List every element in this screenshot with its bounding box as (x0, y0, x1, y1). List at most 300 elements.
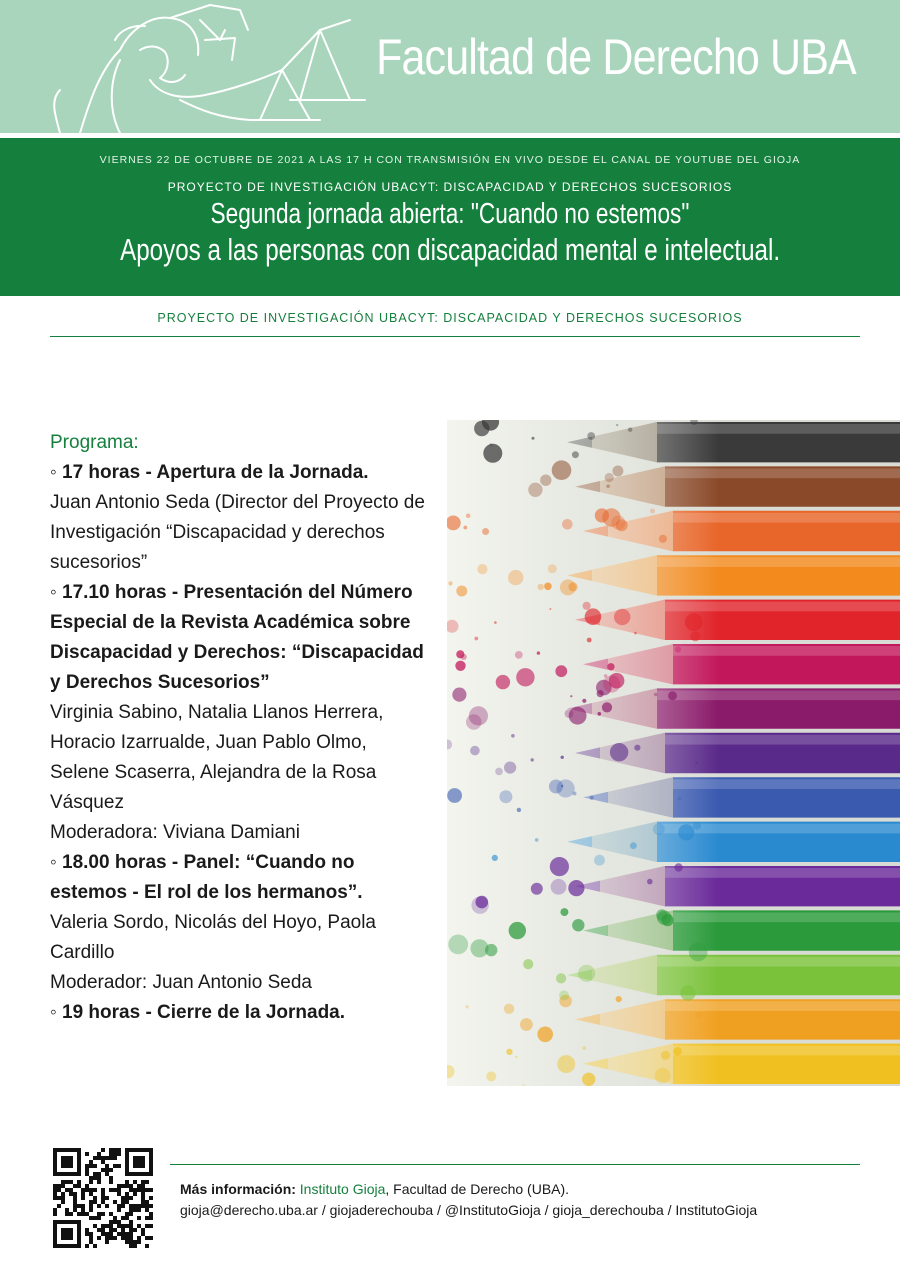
qr-module (129, 1188, 133, 1192)
paint-splash (494, 621, 497, 624)
paint-splash (693, 822, 701, 830)
qr-module (129, 1212, 133, 1216)
qr-module (101, 1228, 105, 1232)
paint-splash (535, 838, 539, 842)
paint-splash (675, 646, 681, 652)
paint-splash (504, 1004, 514, 1014)
qr-module (129, 1220, 133, 1224)
paint-splash (559, 990, 569, 1000)
program-item-presentation: ◦ 17.10 horas - Presentación del Número Especial de la Revista Académica sobre Discapacidad y Derechos: “Discapacidad y Derechos Sucesorios” (50, 582, 424, 693)
paint-splash (616, 424, 618, 426)
qr-module (129, 1240, 133, 1244)
paint-splash (696, 1012, 702, 1018)
qr-module (125, 1212, 129, 1216)
qr-module (101, 1148, 105, 1152)
paint-splash (587, 638, 592, 643)
qr-module (93, 1216, 97, 1220)
qr-module (109, 1176, 113, 1180)
headline-title (0, 198, 900, 231)
qr-module (137, 1204, 141, 1208)
qr-module (145, 1224, 149, 1228)
qr-module (109, 1156, 113, 1160)
qr-module (149, 1212, 153, 1216)
paint-splash (605, 473, 614, 482)
paint-splash (463, 526, 467, 530)
qr-module (77, 1184, 81, 1188)
colored-pencils-image (447, 420, 900, 1086)
paint-splash (582, 1073, 595, 1086)
paint-splash (557, 779, 575, 797)
qr-module (65, 1208, 69, 1212)
qr-module (129, 1244, 133, 1248)
paint-splash (474, 421, 489, 436)
paint-splash (661, 1051, 670, 1060)
qr-module (73, 1184, 77, 1188)
qr-module (53, 1184, 57, 1188)
paint-splash (590, 796, 594, 800)
qr-module (109, 1152, 113, 1156)
qr-module (101, 1212, 105, 1216)
paint-splash (690, 632, 700, 642)
qr-module (89, 1188, 93, 1192)
qr-module (145, 1180, 149, 1184)
qr-module (145, 1208, 149, 1212)
qr-module (141, 1200, 145, 1204)
paint-splash (585, 608, 602, 625)
program-item-panel-speakers: Valeria Sordo, Nicolás del Hoyo, Paola Cardillo (50, 912, 376, 963)
qr-module (89, 1240, 93, 1244)
qr-module (101, 1200, 105, 1204)
qr-module (65, 1188, 69, 1192)
qr-module (85, 1244, 89, 1248)
paint-splash (612, 466, 623, 477)
paint-splash (630, 842, 637, 849)
qr-module (117, 1220, 121, 1224)
qr-module (89, 1200, 93, 1204)
qr-module (97, 1204, 101, 1208)
qr-module (101, 1196, 105, 1200)
paint-splash (647, 879, 653, 885)
qr-module (113, 1220, 117, 1224)
qr-module (61, 1196, 65, 1200)
qr-module (85, 1232, 89, 1236)
qr-module (61, 1184, 65, 1188)
paint-splash (489, 443, 492, 446)
event-banner (0, 138, 900, 296)
paint-splash (504, 762, 516, 774)
paint-splash (482, 528, 489, 535)
paint-splash (685, 613, 703, 631)
qr-module (57, 1204, 61, 1208)
faculty-text: , Facultad de Derecho (UBA). (385, 1181, 570, 1197)
qr-module (109, 1168, 113, 1172)
qr-module (89, 1192, 93, 1196)
paint-splash (628, 428, 632, 432)
qr-module (65, 1180, 69, 1184)
paint-splash (582, 699, 586, 703)
paint-splash (561, 785, 563, 787)
qr-module (129, 1232, 133, 1236)
qr-module (89, 1208, 93, 1212)
paint-splash (674, 863, 682, 871)
qr-module (105, 1168, 109, 1172)
qr-module (129, 1224, 133, 1228)
qr-module (121, 1196, 125, 1200)
paint-splash (448, 581, 452, 585)
qr-module (117, 1184, 121, 1188)
paint-splash (515, 1056, 517, 1058)
program-item-opening-detail: Juan Antonio Seda (Director del Proyecto de Investigación “Discapacidad y derechos sucesorios” (50, 492, 425, 573)
qr-module (149, 1216, 153, 1220)
qr-module (101, 1168, 105, 1172)
qr-module (113, 1200, 117, 1204)
paint-splash (668, 691, 677, 700)
qr-module (137, 1184, 141, 1188)
paint-splash (496, 675, 510, 689)
qr-module (93, 1200, 97, 1204)
paint-splash (474, 637, 478, 641)
qr-module (109, 1232, 113, 1236)
qr-module (133, 1188, 137, 1192)
qr-module (53, 1196, 57, 1200)
paint-splash (523, 959, 533, 969)
qr-module (97, 1180, 101, 1184)
paint-splash (598, 712, 602, 716)
qr-module (105, 1164, 109, 1168)
paint-splash (653, 823, 665, 835)
qr-module (121, 1236, 125, 1240)
paint-splash (485, 944, 497, 956)
paint-splash (465, 1005, 468, 1008)
paint-splash (565, 709, 574, 718)
more-info-line (180, 1179, 757, 1200)
paint-splash (603, 675, 620, 692)
qr-module (89, 1180, 93, 1184)
paint-splash (654, 693, 658, 697)
qr-module (101, 1156, 105, 1160)
qr-module (81, 1192, 85, 1196)
qr-module (93, 1244, 97, 1248)
paint-splash (562, 519, 573, 530)
paint-splash (470, 746, 480, 756)
paint-splash (557, 1055, 575, 1073)
qr-module (85, 1164, 89, 1168)
paint-splash (606, 484, 610, 488)
qr-module (121, 1232, 125, 1236)
paint-splash (602, 508, 620, 526)
qr-module (85, 1188, 89, 1192)
paint-splash (610, 743, 628, 761)
qr-module (97, 1228, 101, 1232)
qr-module (81, 1212, 85, 1216)
paint-splash (466, 714, 482, 730)
qr-module (73, 1204, 77, 1208)
paint-splash (506, 1049, 512, 1055)
project-line: PROYECTO DE INVESTIGACIÓN UBACYT: DISCAPACIDAD Y DERECHOS SUCESORIOS (167, 180, 733, 194)
qr-module (109, 1180, 113, 1184)
headline-subtitle-text: Apoyos a las personas con discapacidad mental e intelectual. (119, 232, 780, 267)
qr-module (133, 1180, 137, 1184)
qr-module (117, 1148, 121, 1152)
qr-module (117, 1224, 121, 1228)
qr-module (73, 1208, 77, 1212)
qr-module (149, 1224, 153, 1228)
paint-splash (499, 790, 512, 803)
qr-module (133, 1228, 137, 1232)
qr-module (101, 1192, 105, 1196)
qr-module (121, 1224, 125, 1228)
paint-splash (555, 665, 567, 677)
qr-module (85, 1172, 89, 1176)
paint-splash (508, 570, 523, 585)
paint-splash (550, 857, 569, 876)
qr-module (133, 1192, 137, 1196)
qr-module (133, 1244, 137, 1248)
qr-module (125, 1180, 129, 1184)
paint-splash (516, 668, 534, 686)
divider-bottom (170, 1164, 860, 1165)
paint-splash (483, 444, 502, 463)
paint-splash (531, 758, 534, 761)
qr-module (97, 1212, 101, 1216)
paint-splash (570, 695, 572, 697)
qr-finder-core (133, 1156, 145, 1168)
qr-module (133, 1204, 137, 1208)
paint-splash (456, 586, 467, 597)
program-item-panel: ◦ 18.00 horas - Panel: “Cuando no estemos - El rol de los hermanos”. (50, 852, 363, 903)
program-item-presentation-speakers: Virginia Sabino, Natalia Llanos Herrera, Horacio Izarrualde, Juan Pablo Olmo, Selene Scaserra, Alejandra de la Rosa Vásquez (50, 702, 384, 813)
divider-top (50, 336, 860, 337)
qr-module (125, 1216, 129, 1220)
qr-module (93, 1176, 97, 1180)
qr-module (145, 1216, 149, 1220)
paint-splash (607, 663, 614, 670)
qr-module (77, 1204, 81, 1208)
paint-splash (528, 483, 542, 497)
program-heading: Programa: (50, 432, 139, 453)
qr-module (81, 1196, 85, 1200)
qr-module (113, 1228, 117, 1232)
qr-module (57, 1184, 61, 1188)
qr-module (81, 1204, 85, 1208)
qr-module (97, 1236, 101, 1240)
qr-module (105, 1240, 109, 1244)
qr-module (101, 1160, 105, 1164)
program-item-presentation-moderator: Moderadora: Viviana Damiani (50, 822, 300, 843)
qr-module (109, 1236, 113, 1240)
qr-module (53, 1212, 57, 1216)
qr-module (113, 1152, 117, 1156)
qr-module (53, 1188, 57, 1192)
paint-splash (634, 632, 637, 635)
paint-splash (602, 702, 612, 712)
qr-module (149, 1236, 153, 1240)
qr-module (133, 1240, 137, 1244)
qr-module (77, 1212, 81, 1216)
qr-module (129, 1236, 133, 1240)
qr-module (89, 1160, 93, 1164)
qr-module (69, 1192, 73, 1196)
paint-splash (572, 919, 584, 931)
qr-module (141, 1184, 145, 1188)
qr-module (65, 1212, 69, 1216)
qr-module (61, 1192, 65, 1196)
paint-splash (486, 1071, 496, 1081)
paint-splash (477, 564, 487, 574)
qr-module (113, 1148, 117, 1152)
qr-module (125, 1240, 129, 1244)
qr-module (129, 1228, 133, 1232)
qr-module (105, 1156, 109, 1160)
paint-splash (616, 996, 622, 1002)
qr-module (137, 1208, 141, 1212)
qr-module (97, 1176, 101, 1180)
qr-module (89, 1176, 93, 1180)
paint-splash (678, 797, 682, 801)
qr-module (101, 1232, 105, 1236)
qr-module (101, 1188, 105, 1192)
qr-module (89, 1236, 93, 1240)
program-item-closing: ◦ 19 horas - Cierre de la Jornada. (50, 1002, 346, 1023)
qr-module (97, 1172, 101, 1176)
paint-splash (537, 1027, 553, 1043)
paint-splash (455, 661, 465, 671)
qr-module (117, 1152, 121, 1156)
qr-module (141, 1188, 145, 1192)
qr-module (85, 1212, 89, 1216)
qr-module (85, 1168, 89, 1172)
paint-splash (572, 451, 579, 458)
qr-module (69, 1180, 73, 1184)
qr-module (145, 1244, 149, 1248)
paint-splash (634, 745, 640, 751)
paint-splash (568, 880, 584, 896)
paint-splash (517, 808, 521, 812)
paint-splash (673, 1047, 682, 1056)
paint-splash (578, 965, 595, 982)
qr-module (113, 1164, 117, 1168)
qr-module (53, 1208, 57, 1212)
paint-splash (552, 460, 572, 480)
qr-code[interactable] (53, 1148, 153, 1248)
paint-splash (556, 973, 566, 983)
paint-splash (695, 761, 698, 764)
qr-module (93, 1188, 97, 1192)
qr-module (89, 1232, 93, 1236)
qr-module (141, 1204, 145, 1208)
qr-module (149, 1204, 153, 1208)
paint-splash (448, 935, 468, 955)
paint-splash (515, 651, 523, 659)
institute-link[interactable]: Instituto Gioja (299, 1181, 386, 1197)
qr-module (113, 1188, 117, 1192)
qr-module (141, 1232, 145, 1236)
qr-module (125, 1232, 129, 1236)
project-subtitle: PROYECTO DE INVESTIGACIÓN UBACYT: DISCAPACIDAD Y DERECHOS SUCESORIOS (157, 311, 743, 325)
qr-module (113, 1156, 117, 1160)
paint-splash (560, 908, 568, 916)
qr-module (105, 1232, 109, 1236)
qr-module (117, 1192, 121, 1196)
qr-module (81, 1208, 85, 1212)
faculty-title: Facultad de Derecho UBA (376, 29, 856, 85)
paint-splash (452, 688, 466, 702)
qr-module (105, 1224, 109, 1228)
paint-splash (511, 734, 515, 738)
colored-pencils-artwork (447, 420, 900, 1086)
paint-splash (495, 768, 503, 776)
qr-module (73, 1192, 77, 1196)
paint-splash (689, 943, 708, 962)
qr-module (89, 1216, 93, 1220)
qr-module (129, 1208, 133, 1212)
qr-module (77, 1180, 81, 1184)
qr-module (137, 1216, 141, 1220)
more-info (180, 1179, 757, 1221)
paint-splash (560, 579, 576, 595)
qr-module (57, 1196, 61, 1200)
qr-module (141, 1192, 145, 1196)
paint-splash (614, 609, 630, 625)
qr-module (145, 1204, 149, 1208)
paint-splash (492, 855, 498, 861)
program-item-opening: ◦ 17 horas - Apertura de la Jornada. (50, 462, 369, 483)
qr-module (73, 1200, 77, 1204)
program-section (50, 428, 430, 1028)
headline-subtitle (0, 233, 900, 266)
qr-module (137, 1188, 141, 1192)
qr-module (105, 1204, 109, 1208)
qr-module (85, 1152, 89, 1156)
paint-splash (509, 922, 526, 939)
qr-module (125, 1196, 129, 1200)
headline-title-text: Segunda jornada abierta: "Cuando no estemos" (210, 198, 690, 230)
qr-module (125, 1200, 129, 1204)
qr-module (105, 1196, 109, 1200)
paint-splash (583, 602, 591, 610)
event-date-line: VIERNES 22 DE OCTUBRE DE 2021 A LAS 17 H CON TRANSMISIÓN EN VIVO DESDE EL CANAL DE YOUTUBE DEL GIOJA (99, 154, 801, 166)
paint-splash (538, 584, 544, 590)
qr-module (129, 1184, 133, 1188)
paint-splash (532, 437, 535, 440)
qr-module (97, 1216, 101, 1220)
qr-module (121, 1184, 125, 1188)
qr-module (117, 1164, 121, 1168)
qr-module (97, 1156, 101, 1160)
qr-module (69, 1212, 73, 1216)
qr-finder-core (61, 1156, 73, 1168)
qr-module (53, 1192, 57, 1196)
paint-splash (520, 1018, 533, 1031)
qr-module (125, 1192, 129, 1196)
more-info-label: Más información: (180, 1181, 296, 1197)
qr-module (109, 1148, 113, 1152)
qr-module (125, 1236, 129, 1240)
paint-splash (561, 756, 564, 759)
program-item-panel-moderator: Moderador: Juan Antonio Seda (50, 972, 312, 993)
qr-module (69, 1188, 73, 1192)
paint-splash (476, 896, 489, 909)
qr-module (145, 1200, 149, 1204)
qr-module (121, 1204, 125, 1208)
qr-module (145, 1188, 149, 1192)
qr-module (109, 1228, 113, 1232)
qr-module (121, 1200, 125, 1204)
paint-splash (678, 824, 694, 840)
qr-module (113, 1216, 117, 1220)
paint-splash (583, 1046, 587, 1050)
qr-module (97, 1152, 101, 1156)
